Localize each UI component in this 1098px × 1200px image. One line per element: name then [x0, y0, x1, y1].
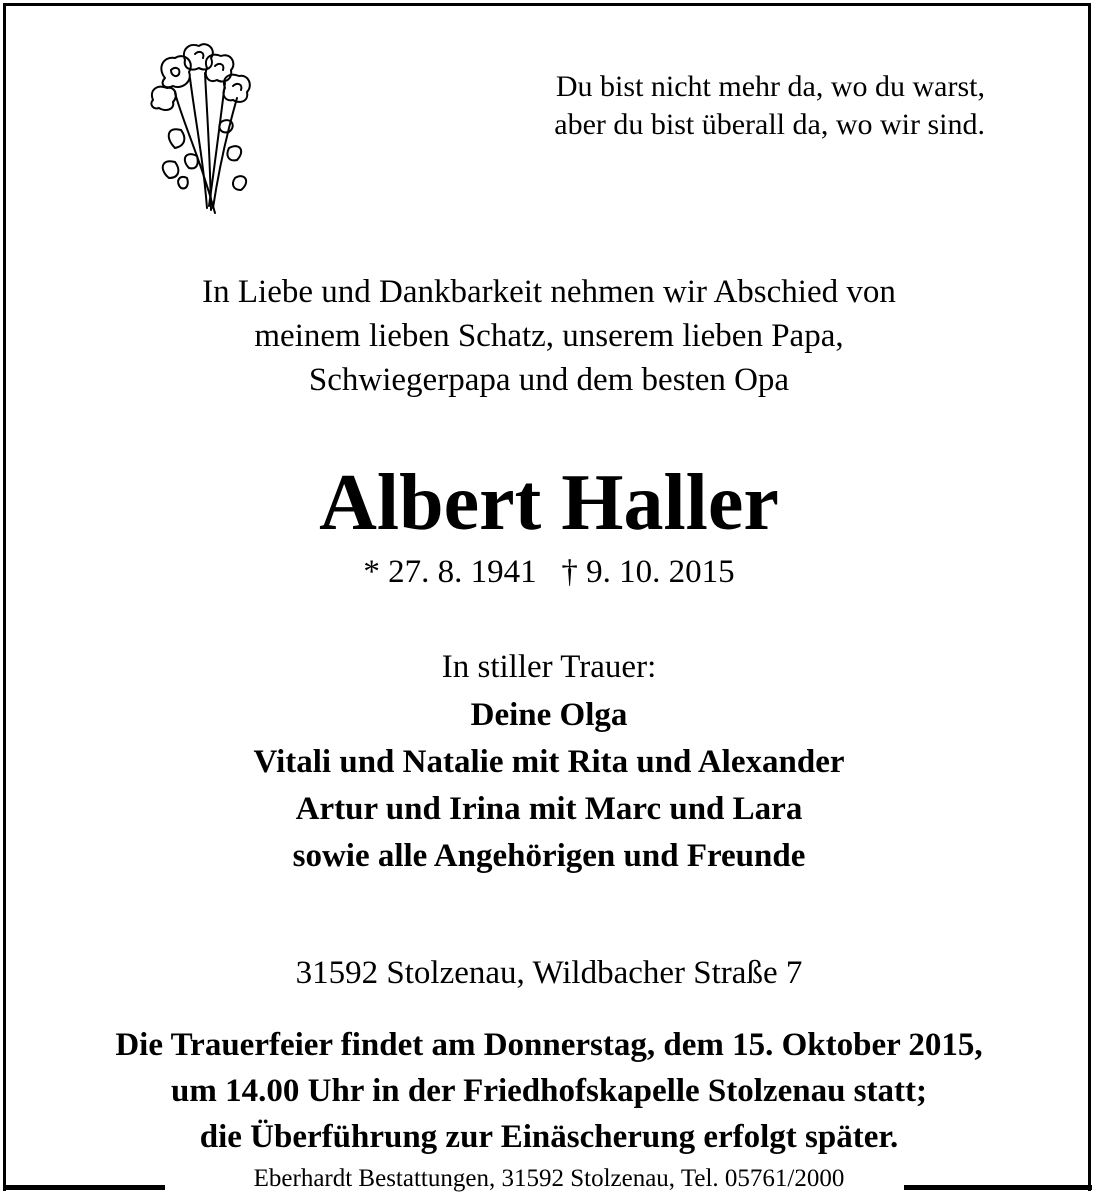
- intro-line-3: Schwiegerpapa und dem besten Opa: [308, 362, 790, 398]
- motto-line-2: aber du bist überall da, wo wir sind.: [554, 108, 985, 141]
- intro-text: [0, 270, 1098, 402]
- mourner-line: Vitali und Natalie mit Rita und Alexander: [253, 744, 845, 780]
- intro-line-1: In Liebe und Dankbarkeit nehmen wir Abschied von: [202, 274, 896, 310]
- motto-quote: [440, 68, 985, 144]
- mourner-line: Artur und Irina mit Marc und Lara: [295, 791, 803, 827]
- ceremony-line-3: die Überführung zur Einäscherung erfolgt später.: [199, 1119, 899, 1155]
- motto-line-1: Du bist nicht mehr da, wo du warst,: [555, 70, 985, 103]
- mourner-line: Deine Olga: [470, 697, 628, 733]
- family-address: 31592 Stolzenau, Wildbacher Straße 7: [295, 955, 803, 991]
- ceremony-line-1: Die Trauerfeier findet am Donnerstag, dem 15. Oktober 2015,: [115, 1027, 983, 1063]
- deceased-name: Albert Haller: [319, 459, 779, 547]
- ceremony-line-2: um 14.00 Uhr in der Friedhofskapelle Stolzenau statt;: [171, 1073, 927, 1109]
- undertaker-footer: Eberhardt Bestattungen, 31592 Stolzenau, Tel. 05761/2000: [253, 1165, 845, 1192]
- mourners-list: [0, 692, 1098, 880]
- intro-line-2: meinem lieben Schatz, unserem lieben Papa,: [254, 318, 844, 354]
- mourner-line: sowie alle Angehörigen und Freunde: [292, 838, 806, 874]
- life-dates: * 27. 8. 1941 † 9. 10. 2015: [363, 554, 735, 590]
- roses-icon: [145, 38, 260, 216]
- mourning-label: In stiller Trauer:: [441, 649, 657, 685]
- ceremony-announcement: [0, 1022, 1098, 1160]
